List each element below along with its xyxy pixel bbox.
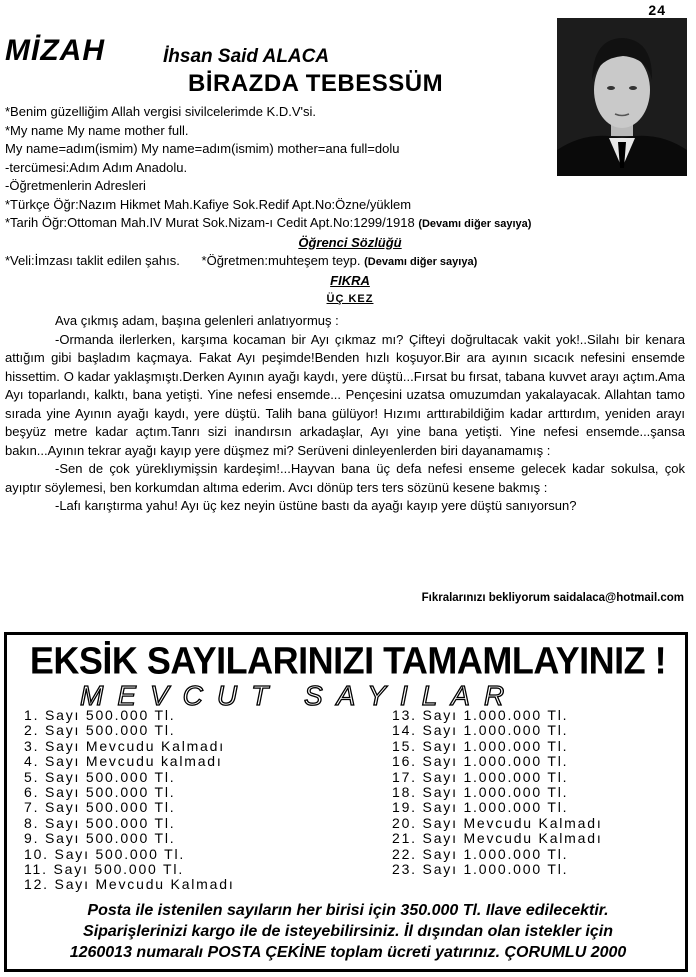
story-paragraph: Ava çıkmış adam, başına gelenleri anlatıyormuş :: [55, 313, 339, 328]
footer-line: Siparişlerinizi kargo ile de isteyebilirsiniz. İl dışından olan istekler için: [83, 923, 613, 940]
jokes-block: [5, 103, 695, 309]
issue-item: 13. Sayı 1.000.000 Tl.: [392, 707, 569, 723]
author-name: İhsan Said ALACA: [163, 46, 330, 67]
ad-subtitle: MEVCUT SAYILAR: [80, 680, 519, 711]
issue-item: 21. Sayı Mevcudu Kalmadı: [392, 830, 603, 847]
article-headline: BİRAZDA TEBESSÜM: [188, 70, 444, 97]
continued-note: (Devamı diğer sayıya): [418, 218, 532, 230]
footer-line: Posta ile istenilen sayıların her birisi için 350.000 Tl. Ilave edilecektir.: [87, 902, 609, 919]
issue-item: 14. Sayı 1.000.000 Tl.: [392, 722, 569, 739]
issue-item: 17. Sayı 1.000.000 Tl.: [392, 768, 569, 785]
issue-item: 9. Sayı 500.000 Tl.: [24, 830, 176, 847]
joke-line: *My name My name mother full.: [5, 122, 189, 138]
story-text: [5, 312, 685, 516]
issue-item: 12. Sayı Mevcudu Kalmadı: [24, 876, 235, 893]
issue-item: 7. Sayı 500.000 Tl.: [24, 799, 176, 816]
fikra-title: FIKRA: [330, 272, 370, 288]
story-paragraph: -Ormanda ilerlerken, karşıma kocaman bir Ayı çıkmaz mı? Çifteyi doğrultacak vakit yok!..Silahı bir kenara attığım gibi başladım kaçmaya. Fakat Ayı peşimde!Benden hızlı koşuyor.Bir ara ayının sıcacık nefesini ensemde hissettim. O kadar yaklaşmıştı.Derken Ayının ayağı kaydı, yere düştü...Fırsat bu fırsat, tabana kuvvet arayı açtım.Ama Ayı toparlandı, kalktı, bana yetişti. Yine nefesi ensemde... Pençesini uzatsa omuzumdan yakalayacak. Allahtan tamo sırada yine Ayının ayağı kaydı, yere düştü. Talih bana gülüyor! Hızımı arttırabildiğim kadar arttırdım, yeniden arayı beşyüz metre kadar açtım.Tanrı sizi inandırsın arkadaşlar, Ayı yine bana yetişti. Yine nefesi ensemde...şansa bakın...Ayının tekrar ayağı kayıp yere düşmez mi? Serüveni dinleyenlerden biri dayanamamış :: [5, 331, 685, 458]
joke-line: My name=adım(ismim) My name=adım(ismim) mother=ana full=dolu: [5, 141, 400, 156]
dictionary-title: Öğrenci Sözlüğü: [298, 234, 402, 250]
fikra-subtitle: ÜÇ KEZ: [326, 293, 374, 305]
issue-item: 19. Sayı 1.000.000 Tl.: [392, 799, 569, 816]
issue-item: 18. Sayı 1.000.000 Tl.: [392, 784, 569, 801]
dictionary-line: [5, 252, 695, 272]
issue-item: 3. Sayı Mevcudu Kalmadı: [24, 737, 225, 754]
issues-left-list: [24, 708, 235, 893]
ad-title: EKSİK SAYILARINIZI TAMAMLAYINIZ !: [29, 638, 667, 682]
issue-item: 2. Sayı 500.000 Tl.: [24, 722, 176, 739]
issue-item: 16. Sayı 1.000.000 Tl.: [392, 753, 569, 770]
joke-line: [5, 214, 695, 234]
ad-footer: [8, 900, 688, 963]
page-number: 24: [648, 2, 666, 18]
issue-item: 6. Sayı 500.000 Tl.: [24, 784, 176, 801]
signature-line: Fıkralarınızı bekliyorum saidalaca@hotmail.com: [421, 592, 684, 604]
issue-item: 10. Sayı 500.000 Tl.: [24, 845, 186, 862]
joke-line: -Öğretmenlerin Adresleri: [5, 178, 146, 193]
issue-item: 15. Sayı 1.000.000 Tl.: [392, 737, 569, 754]
dictionary-entry: *Veli:İmzası taklit edilen şahıs.: [5, 253, 180, 268]
joke-line: -tercümesi:Adım Adım Anadolu.: [5, 159, 188, 175]
issue-item: 11. Sayı 500.000 Tl.: [24, 861, 185, 878]
dictionary-entry: *Öğretmen:muhteşem teyp.: [201, 253, 361, 268]
joke-line: *Türkçe Öğr:Nazım Hikmet Mah.Kafiye Sok.Redif Apt.No:Özne/yüklem: [5, 196, 412, 212]
issue-item: 8. Sayı 500.000 Tl.: [24, 814, 176, 831]
issue-item: 20. Sayı Mevcudu Kalmadı: [392, 814, 603, 831]
issue-item: 1. Sayı 500.000 Tl.: [24, 707, 176, 723]
story-paragraph: -Sen de çok yüreklıymişsin kardeşim!...Hayvan bana üç defa nefesi enseme gelecek kadar sokulsa, çok ayıptır söylemesi, ben korkumdan altıma ederim. Avcı dönüp ters ters sözünü kesene bakmış :: [5, 461, 685, 495]
joke-line: *Benim güzelliğim Allah vergisi sivilcelerimde K.D.V'si.: [5, 104, 316, 119]
issues-right-list: [392, 708, 603, 877]
section-title: MİZAH: [5, 34, 105, 67]
issue-item: 5. Sayı 500.000 Tl.: [24, 768, 176, 785]
issue-item: 23. Sayı 1.000.000 Tl.: [392, 861, 569, 878]
issue-item: 4. Sayı Mevcudu kalmadı: [24, 753, 223, 770]
joke-text: *Tarih Öğr:Ottoman Mah.IV Murat Sok.Nizam-ı Cedit Apt.No:1299/1918: [5, 215, 415, 230]
issue-item: 22. Sayı 1.000.000 Tl.: [392, 845, 569, 862]
footer-line: 1260013 numaralı POSTA ÇEKİNE toplam ücreti yatırınız. ÇORUMLU 2000: [69, 944, 627, 961]
continued-note: (Devamı diğer sayıya): [364, 256, 478, 268]
story-paragraph: -Lafı karıştırma yahu! Ayı üç kez neyin üstüne bastı da ayağı kayıp yere düştü sanıyorsun?: [55, 498, 577, 513]
